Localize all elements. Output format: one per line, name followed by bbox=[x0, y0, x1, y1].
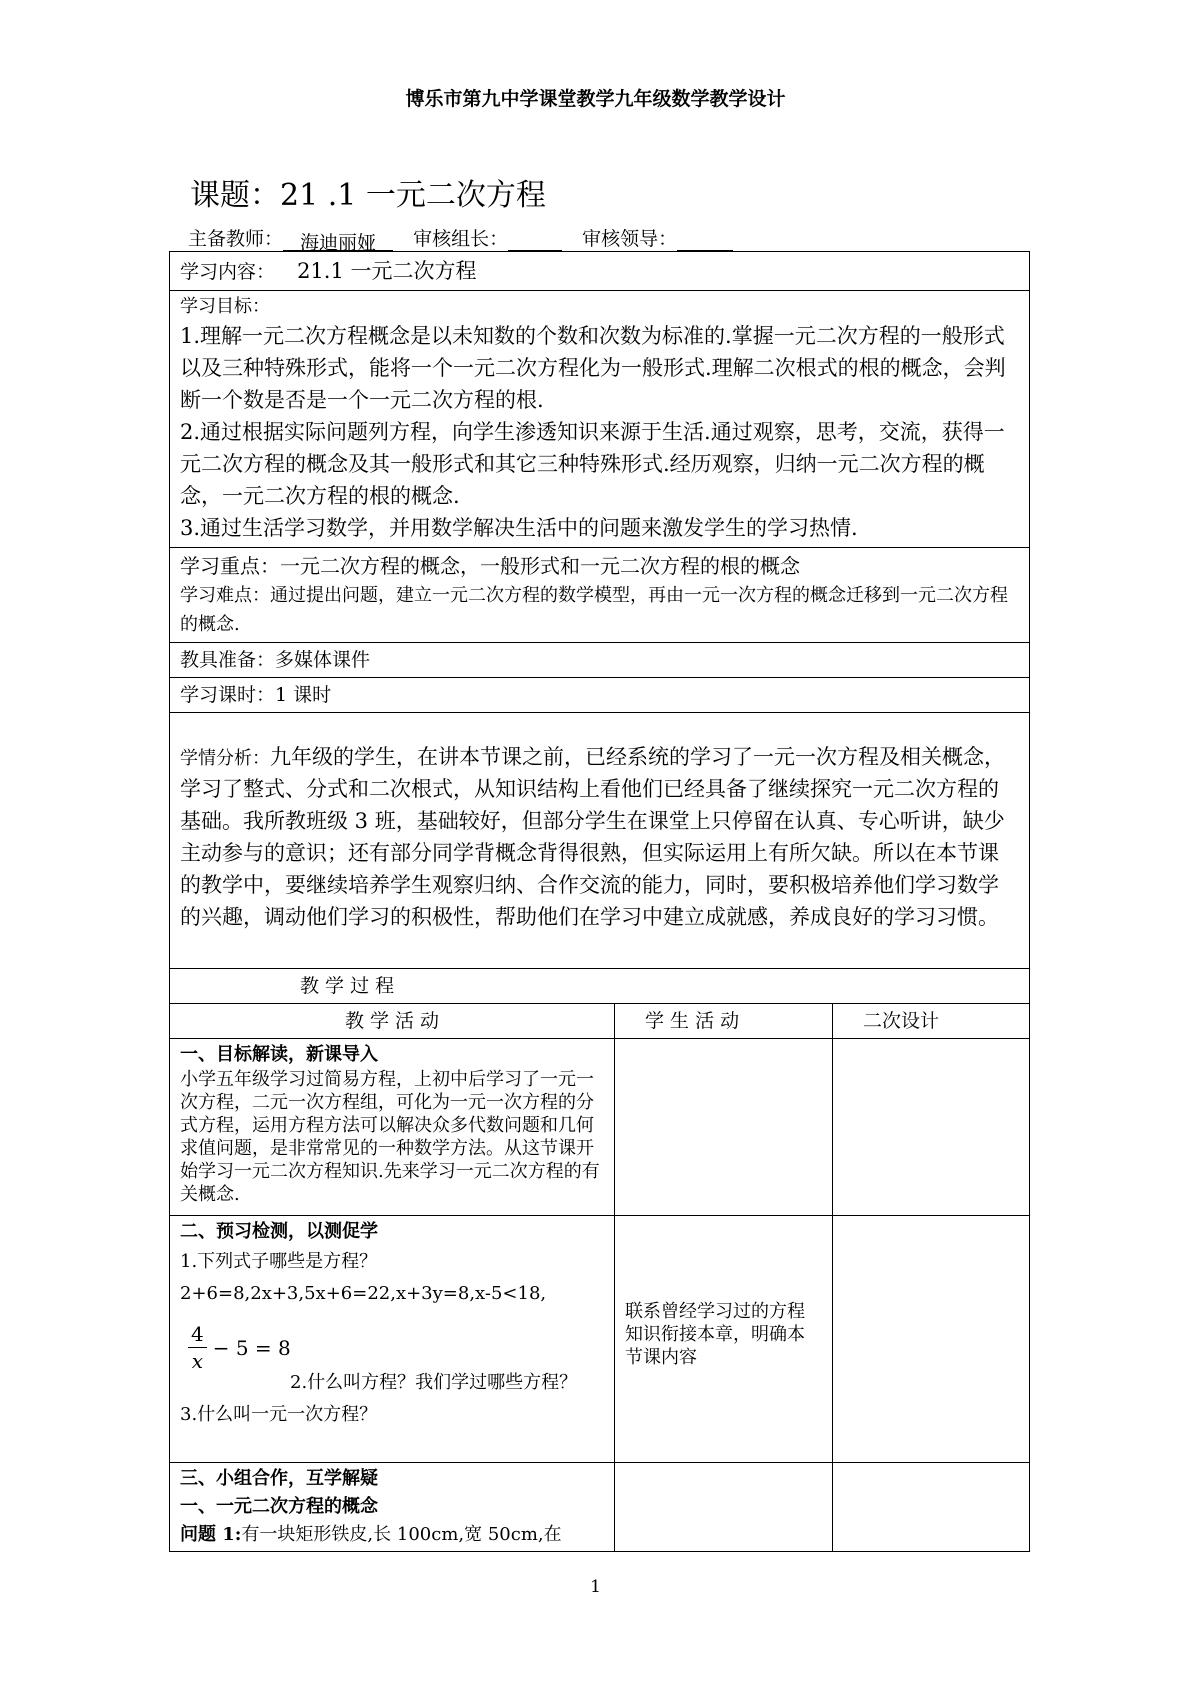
hours-row bbox=[170, 678, 1030, 713]
section2-student-cell bbox=[615, 1216, 833, 1463]
key-points: 学习重点：一元二次方程的概念，一般形式和一元二次方程的根的概念 bbox=[180, 554, 800, 578]
section3-teaching-cell bbox=[170, 1463, 615, 1552]
reviewer-label: 审核组长： bbox=[413, 228, 509, 250]
section1-redesign-cell bbox=[833, 1039, 1030, 1216]
section3-redesign-cell bbox=[833, 1463, 1030, 1552]
section2-redesign-cell bbox=[833, 1216, 1030, 1463]
objective-item-2: 2.通过根据实际问题列方程，向学生渗透知识来源于生活.通过观察，思考，交流，获得一元二次方程的概念及其一般形式和其它三种特殊形式.经历观察，归纳一元二次方程的概念，一元二次方程的根的概念. bbox=[180, 420, 1005, 508]
tools-row bbox=[170, 643, 1030, 678]
fraction-numerator: 4 bbox=[188, 1321, 207, 1348]
leader-value bbox=[677, 228, 733, 251]
section2-row bbox=[170, 1216, 1030, 1463]
teacher-label: 主备教师： bbox=[188, 228, 284, 250]
process-header: 教 学 过 程 bbox=[170, 969, 1030, 1004]
keypoints-cell bbox=[170, 548, 1030, 643]
objective-item-1: 1.理解一元二次方程概念是以未知数的个数和次数为标准的.掌握一元二次方程的一般形式以及三种特殊形式，能将一个一元二次方程化为一般形式.理解二次根式的根的概念，会判断一个数是否是一个一元二次方程的根. bbox=[180, 324, 1006, 412]
column-student: 学 生 活 动 bbox=[615, 1004, 833, 1039]
page-number: 1 bbox=[590, 1577, 601, 1597]
document-title: 博乐市第九中学课堂教学九年级数学教学设计 bbox=[405, 88, 786, 110]
analysis-body: 九年级的学生，在讲本节课之前，已经系统的学习了一元一次方程及相关概念，学习了整式、分式和二次根式，从知识结构上看他们已经具备了继续探究一元二次方程的基础。我所教班级 3 班，基础较好，但部分学生在课堂上只停留在认真、专心听讲，缺少主动参与的意识；还有部分同学背概念背得很熟，但实际运用上有所欠缺。所以在本节课的教学中，要继续培养学生观察归纳、合作交流的能力，同时，要积极培养他们学习数学的兴趣，调动他们学习的积极性，帮助他们在学习中建立成就感，养成良好的学习习惯。 bbox=[180, 745, 1005, 929]
content-label: 学习内容： bbox=[180, 261, 276, 283]
section1-row bbox=[170, 1039, 1030, 1216]
fraction-rest: − 5 = 8 bbox=[212, 1335, 291, 1360]
section2-fraction-line bbox=[180, 1315, 604, 1374]
section2-student-activity: 联系曾经学习过的方程知识衔接本章，明确本节课内容 bbox=[625, 1301, 805, 1368]
column-teaching: 教 学 活 动 bbox=[170, 1004, 615, 1039]
analysis-text bbox=[180, 741, 1019, 933]
lesson-title: 课题：21 .1 一元二次方程 bbox=[190, 178, 546, 213]
lesson-plan-table bbox=[169, 251, 1030, 1552]
tools-cell: 教具准备：多媒体课件 bbox=[170, 643, 1030, 678]
content-value: 21.1 一元二次方程 bbox=[297, 259, 477, 283]
section2-q2-text: 2.什么叫方程？我们学过哪些方程？ bbox=[290, 1372, 578, 1393]
difficulties: 学习难点：通过提出问题，建立一元二次方程的数学模型，再由一元一次方程的概念迁移到一元二次方程的概念. bbox=[180, 585, 1008, 635]
teacher-name: 海迪丽娅 bbox=[283, 228, 393, 251]
analysis-cell bbox=[170, 713, 1030, 969]
section3-student-cell bbox=[615, 1463, 833, 1552]
section3-problem bbox=[180, 1522, 604, 1548]
section1-text: 小学五年级学习过简易方程，上初中后学习了一元一次方程，二元一次方程组，可化为一元一次方程的分式方程，运用方程方法可以解决众多代数问题和几何求值问题，是非常常见的一种数学方法。从这节课开始学习一元二次方程知识.先来学习一元二次方程的有关概念. bbox=[180, 1069, 600, 1205]
section2-q1: 1.下列式子哪些是方程？ bbox=[180, 1251, 378, 1272]
hours-cell: 学习课时：1 课时 bbox=[170, 678, 1030, 713]
section1-heading: 一、目标解读，新课导入 bbox=[180, 1044, 378, 1065]
reviewer-value bbox=[508, 228, 562, 251]
fraction bbox=[188, 1321, 207, 1374]
fraction-equation bbox=[188, 1321, 291, 1374]
section1-teaching-cell bbox=[170, 1039, 615, 1216]
section2-q3: 3.什么叫一元一次方程？ bbox=[180, 1404, 378, 1425]
keypoints-row bbox=[170, 548, 1030, 643]
process-header-row bbox=[170, 969, 1030, 1004]
objectives-cell bbox=[170, 291, 1030, 548]
section3-heading: 三、小组合作，互学解疑 bbox=[180, 1468, 378, 1489]
content-row bbox=[170, 252, 1030, 291]
fraction-denominator: x bbox=[191, 1349, 203, 1373]
section2-expressions: 2+6=8,2x+3,5x+6=22,x+3y=8,x-5<18, bbox=[180, 1283, 547, 1304]
content-cell bbox=[170, 252, 1030, 291]
objectives-row bbox=[170, 291, 1030, 548]
section1-student-cell bbox=[615, 1039, 833, 1216]
objectives-label: 学习目标： bbox=[180, 296, 270, 317]
objective-item-3: 3.通过生活学习数学，并用数学解决生活中的问题来激发学生的学习热情. bbox=[180, 516, 858, 540]
leader-label: 审核领导： bbox=[582, 228, 678, 250]
problem-label: 问题 1: bbox=[180, 1524, 242, 1545]
section3-row bbox=[170, 1463, 1030, 1552]
staff-line bbox=[188, 224, 733, 254]
section2-heading: 二、预习检测，以测促学 bbox=[180, 1221, 378, 1242]
section3-subheading: 一、一元二次方程的概念 bbox=[180, 1496, 378, 1517]
column-redesign: 二次设计 bbox=[833, 1004, 1030, 1039]
analysis-label: 学情分析： bbox=[180, 748, 270, 769]
analysis-row bbox=[170, 713, 1030, 969]
columns-row bbox=[170, 1004, 1030, 1039]
problem-text: 有一块矩形铁皮,长 100cm,宽 50cm,在 bbox=[241, 1524, 562, 1545]
section2-teaching-cell bbox=[170, 1216, 615, 1463]
